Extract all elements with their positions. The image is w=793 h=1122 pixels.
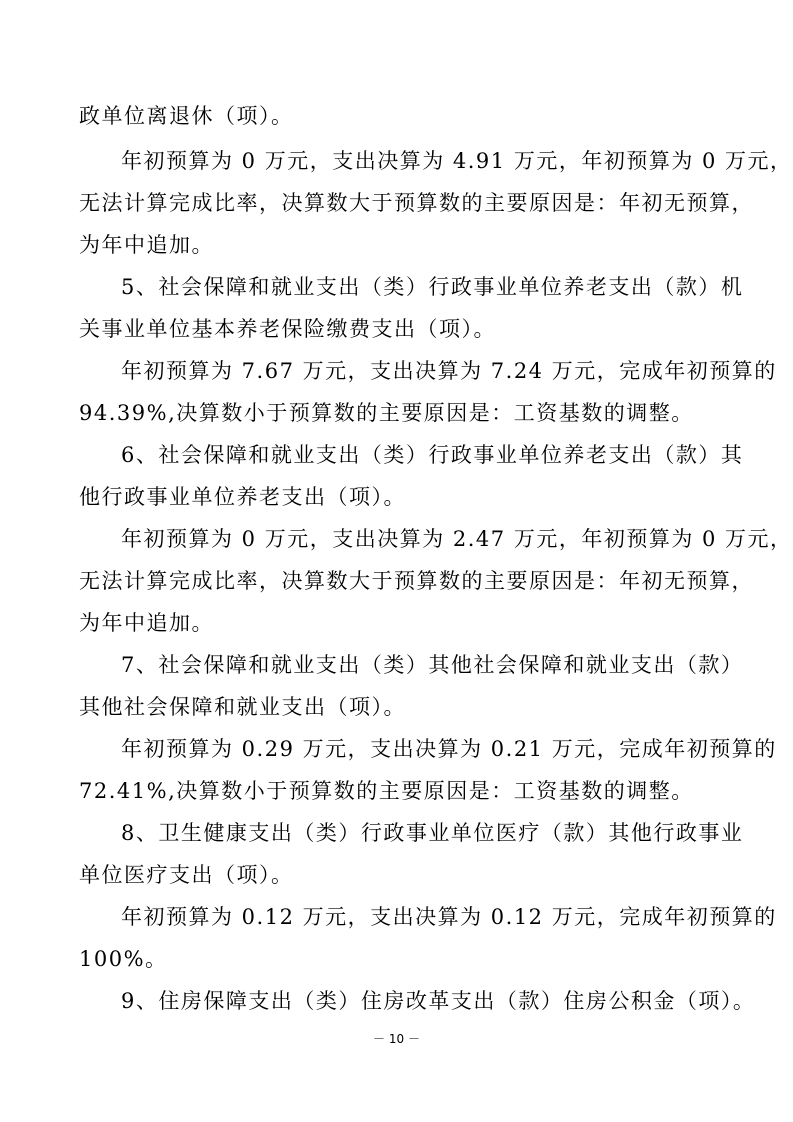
text-line: 6、社会保障和就业支出（类）行政事业单位养老支出（款）其 xyxy=(121,443,744,467)
text-line: 5、社会保障和就业支出（类）行政事业单位养老支出（款）机 xyxy=(121,275,744,299)
text-line: 其他社会保障和就业支出（项）。 xyxy=(79,695,406,719)
text-line: 100%。 xyxy=(79,947,168,971)
text-line: 年初预算为 7.67 万元，支出决算为 7.24 万元，完成年初预算的 xyxy=(121,359,777,383)
text-line: 7、社会保障和就业支出（类）其他社会保障和就业支出（款） xyxy=(121,653,744,677)
text-line: 关事业单位基本养老保险缴费支出（项）。 xyxy=(79,317,496,341)
text-line: 年初预算为 0.29 万元，支出决算为 0.21 万元，完成年初预算的 xyxy=(121,737,777,761)
text-line: 他行政事业单位养老支出（项）。 xyxy=(79,485,406,509)
text-line: 72.41%,决算数小于预算数的主要原因是：工资基数的调整。 xyxy=(79,779,694,803)
text-line: 年初预算为 0 万元，支出决算为 4.91 万元，年初预算为 0 万元， xyxy=(121,149,793,173)
text-line: 无法计算完成比率，决算数大于预算数的主要原因是：年初无预算， xyxy=(79,191,754,215)
text-line: 无法计算完成比率，决算数大于预算数的主要原因是：年初无预算， xyxy=(79,569,754,593)
text-line: 政单位离退休（项）。 xyxy=(79,104,294,128)
text-line: 为年中追加。 xyxy=(79,233,214,257)
text-line: 年初预算为 0.12 万元，支出决算为 0.12 万元，完成年初预算的 xyxy=(121,905,777,929)
text-line: 94.39%,决算数小于预算数的主要原因是：工资基数的调整。 xyxy=(79,401,694,425)
text-line: 年初预算为 0 万元，支出决算为 2.47 万元，年初预算为 0 万元， xyxy=(121,527,793,551)
text-line: 单位医疗支出（项）。 xyxy=(79,863,294,887)
text-line: 9、住房保障支出（类）住房改革支出（款）住房公积金（项）。 xyxy=(121,989,756,1013)
text-line: 为年中追加。 xyxy=(79,611,214,635)
page-number: － 10 － xyxy=(373,1032,420,1046)
text-line: 8、卫生健康支出（类）行政事业单位医疗（款）其他行政事业 xyxy=(121,821,744,845)
